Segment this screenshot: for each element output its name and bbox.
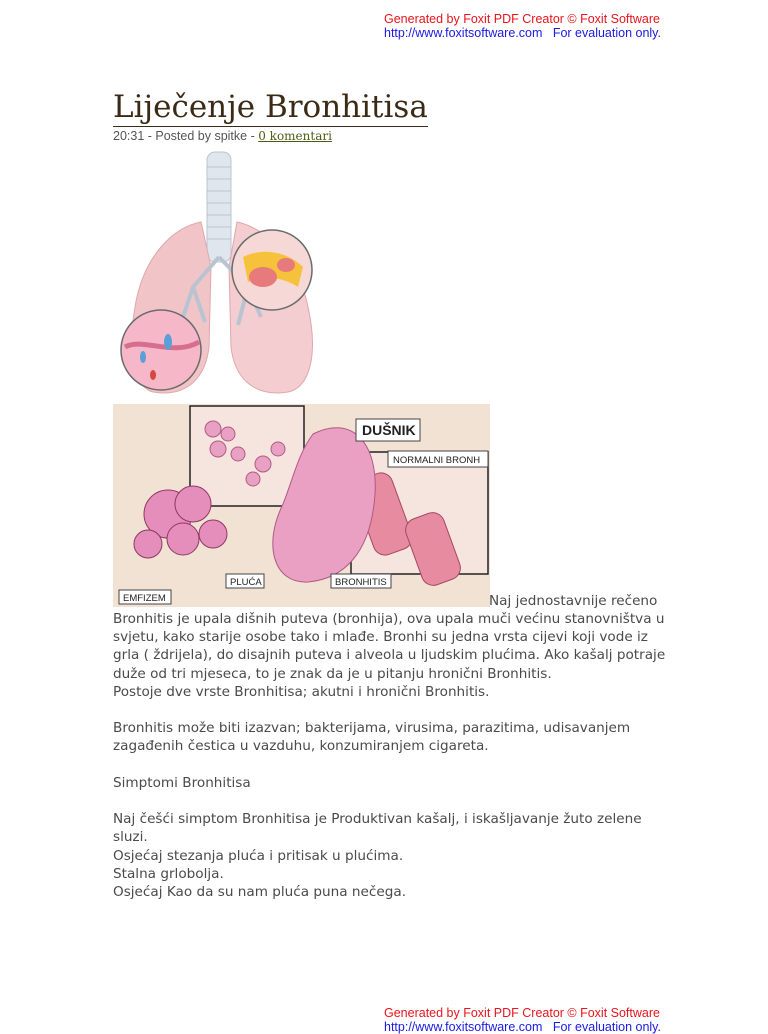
paragraph-line: Stalna grlobolja.	[113, 865, 224, 882]
symptoms-heading: Simptomi Bronhitisa	[113, 774, 251, 791]
paragraph-line: zagađenih čestica u vazduhu, konzumiranjem cigareta.	[113, 738, 489, 755]
paragraph-line: grla ( ždrijela), do disajnih puteva i alveola u ljudskim plućima. Ako kašalj potraje	[113, 647, 666, 664]
watermark-eval: For evaluation only.	[552, 1020, 661, 1034]
paragraph-line: sluzi.	[113, 829, 148, 846]
paragraph-line: Osjećaj Kao da su nam pluća puna nečega.	[113, 884, 407, 900]
article-body	[113, 610, 673, 901]
watermark-url[interactable]: http://www.foxitsoftware.com	[384, 1020, 543, 1034]
label-dusnik: DUŠNIK	[362, 422, 416, 438]
paragraph-line: duže od tri mjeseca, to je znak da je u pitanju hronični Bronhitis.	[113, 665, 552, 682]
article-first-line: Naj jednostavnije rečeno	[489, 593, 658, 609]
paragraph-line: Bronhitis je upala dišnih puteva (bronhija), ova upala muči većinu stanovništva u	[113, 611, 665, 627]
paragraph-line: svjetu, kako starije osobe tako i mlađe. Bronhi su jedna vrsta cijevi koji vode iz	[113, 629, 648, 646]
label-pluca: PLUĆA	[230, 577, 262, 588]
label-bronhitis: BRONHITIS	[335, 577, 387, 588]
label-normalni-bronh: NORMALNI BRONH	[393, 455, 481, 466]
post-title[interactable]: Liječenje Bronhitisa	[113, 89, 428, 125]
foxit-watermark-top	[384, 12, 704, 40]
post-meta	[113, 129, 332, 143]
watermark-url[interactable]: http://www.foxitsoftware.com	[384, 26, 543, 40]
comments-link[interactable]: 0 komentari	[258, 129, 332, 143]
bronchitis-diagram	[113, 404, 490, 607]
watermark-line: Generated by Foxit PDF Creator © Foxit Software	[384, 1006, 660, 1020]
paragraph-line: Naj češći simptom Bronhitisa je Produktivan kašalj, i iskašljavanje žuto zelene	[113, 811, 642, 828]
foxit-watermark-bottom	[384, 1006, 704, 1034]
label-emfizem: EMFIZEM	[123, 593, 166, 604]
paragraph-line: Bronhitis može biti izazvan; bakterijama, virusima, parazitima, udisavanjem	[113, 720, 631, 737]
watermark-eval: For evaluation only.	[552, 26, 661, 40]
paragraph-line: Postoje dve vrste Bronhitisa; akutni i hronični Bronhitis.	[113, 683, 490, 700]
lungs-illustration	[113, 147, 325, 397]
post-meta-text: 20:31 - Posted by spitke -	[113, 129, 259, 143]
watermark-line: Generated by Foxit PDF Creator © Foxit Software	[384, 12, 660, 26]
paragraph-line: Osjećaj stezanja pluća i pritisak u plućima.	[113, 847, 404, 864]
